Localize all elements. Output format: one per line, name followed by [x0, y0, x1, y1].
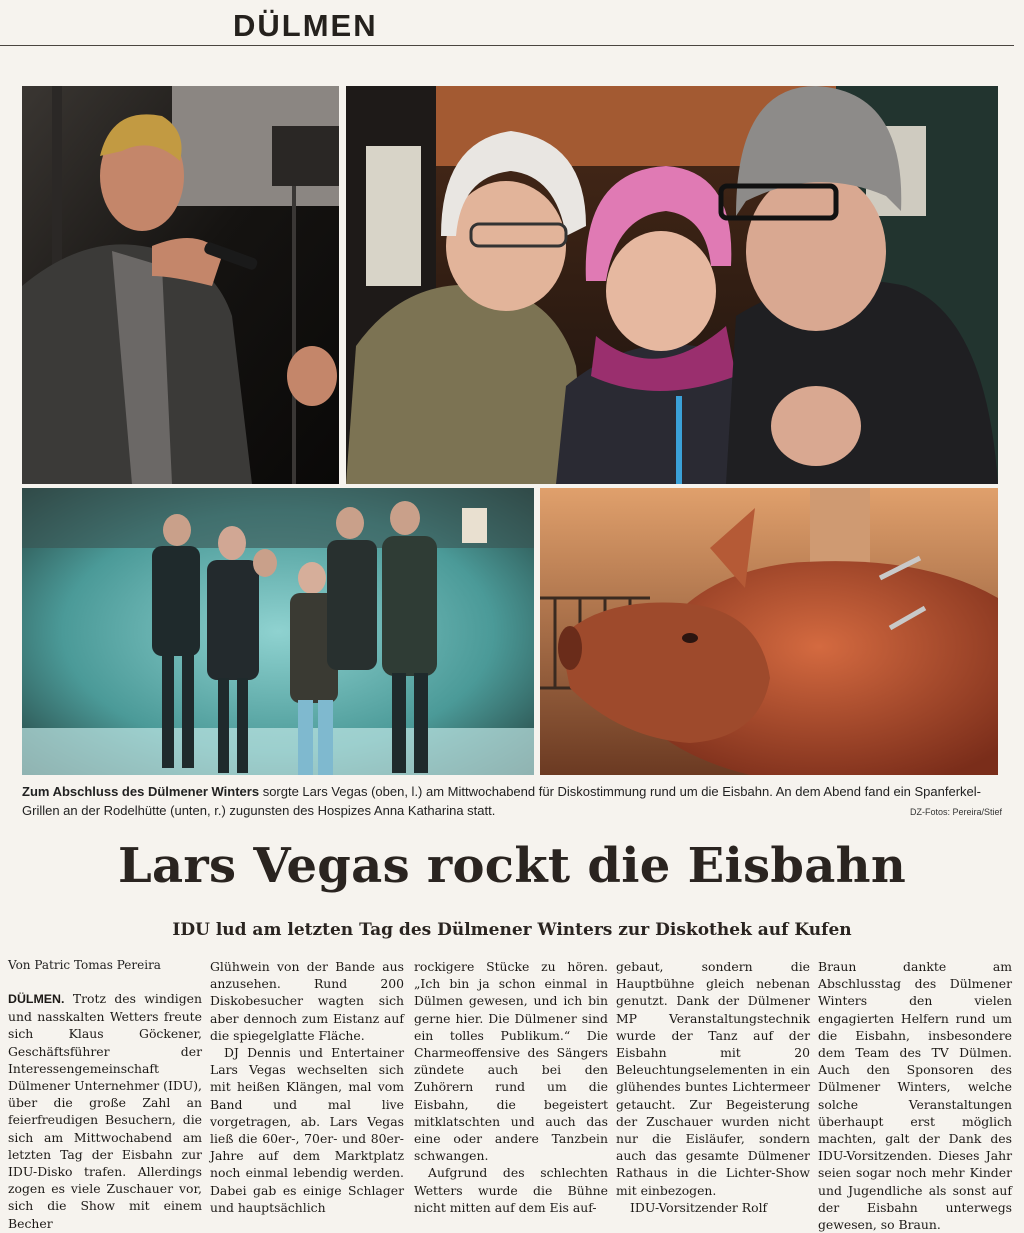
caption-lead: Zum Abschluss des Dülmener Winters — [22, 784, 260, 799]
article-col3-p1: rockigere Stücke zu hören. „Ich bin ja schon einmal in Dülmen gewesen, und ich bin gerne hier. Die Dülmener sind ein tolles Publikum.“ Die Charmeoffensive des Sängers zündete auch bei den Zuhörern rund um die Eisbahn, die begeistert mitklatschten und auch das eine oder andere Tanzbein schwangen. — [414, 959, 608, 1164]
photo-family — [346, 86, 998, 484]
article-headline: Lars Vegas rockt die Eisbahn — [117, 838, 907, 894]
section-divider — [0, 45, 1014, 46]
article-column-1 — [8, 990, 202, 1232]
article-column-3 — [414, 958, 608, 1216]
article-col2-p1: Glühwein von der Bande aus anzusehen. Rund 200 Diskobesucher wagten sich aber dennoch zum Eistanz auf die spiegelglatte Fläche. — [210, 959, 404, 1043]
article-col3-p2: Aufgrund des schlechten Wetters wurde die Bühne nicht mitten auf dem Eis auf- — [414, 1165, 608, 1215]
photo-credit: DZ-Fotos: Pereira/Stief — [909, 807, 1002, 817]
article-col2-p2: DJ Dennis und Entertainer Lars Vegas wechselten sich mit heißen Klängen, mal vom Band und mal live vorgetragen, ab. Lars Vegas ließ die 60er-, 70er- und 80er-Jahre auf dem Marktplatz noch einmal lebendig werden. Dabei gab es einige Schlager und hauptsächlich — [210, 1045, 404, 1215]
article-col4-p2: IDU-Vorsitzender Rolf — [630, 1199, 768, 1215]
article-column-2 — [210, 958, 404, 1216]
caption-text: sorgte Lars Vegas (oben, l.) am Mittwochabend für Diskostimmung rund um die Eisbahn. An dem Abend fand ein Spanferkel-Grillen an der Rodelhütte (unten, r.) zugunsten des Hospizes Anna Katharina statt. — [22, 784, 981, 818]
photo-pig — [540, 488, 998, 775]
section-title: DÜLMEN — [233, 8, 378, 43]
article-column-4 — [616, 958, 810, 1216]
section-header — [0, 0, 1014, 48]
article-col5-text: Braun dankte am Abschlusstag des Dülmener Winters den vielen engagierten Helfern rund um die Eisbahn, insbesondere dem Team des TV Dülmen. Auch den Sponsoren des Dülmener Winters, welche solche Veranstaltungen überhaupt erst möglich machten, galt der Dank des IDU-Vorsitzenden. Dieses Jahr seien sogar noch mehr Kinder und Jugendliche als sonst auf der Eisbahn unterwegs gewesen, so Braun. — [818, 959, 1012, 1233]
photo-singer — [22, 86, 339, 484]
article-subheadline: IDU lud am letzten Tag des Dülmener Winters zur Diskothek auf Kufen — [172, 920, 852, 940]
article-dateline: DÜLMEN. — [8, 992, 65, 1006]
photo-group — [22, 488, 534, 775]
article-col4-p1: gebaut, sondern die Hauptbühne gleich nebenan genutzt. Dank der Dülmener MP Veranstaltungstechnik wurde der Tanz auf der Eisbahn mit 20 Beleuchtungselementen in ein glühendes buntes Lichtermeer getaucht. Zur Begeisterung der Zuschauer wurden nicht nur die Eisläufer, sondern auch das gesamte Dülmener Rathaus in die Lichter-Show mit einbezogen. — [616, 959, 810, 1198]
article-column-5 — [818, 958, 1012, 1233]
article-col1-text: Trotz des windigen und nasskalten Wetters freute sich Klaus Göckener, Geschäftsführer der Interessengemeinschaft Dülmener Unternehmer (IDU), über die große Zahl an feierfreudigen Besuchern, die sich am Mittwochabend am letzten Tag der Eisbahn zur IDU-Disko trafen. Allerdings zogen es viele Zuschauer vor, sich die Show mit einem Becher — [8, 991, 202, 1231]
article-byline: Von Patric Tomas Pereira — [8, 958, 161, 972]
photo-caption — [22, 782, 1002, 820]
